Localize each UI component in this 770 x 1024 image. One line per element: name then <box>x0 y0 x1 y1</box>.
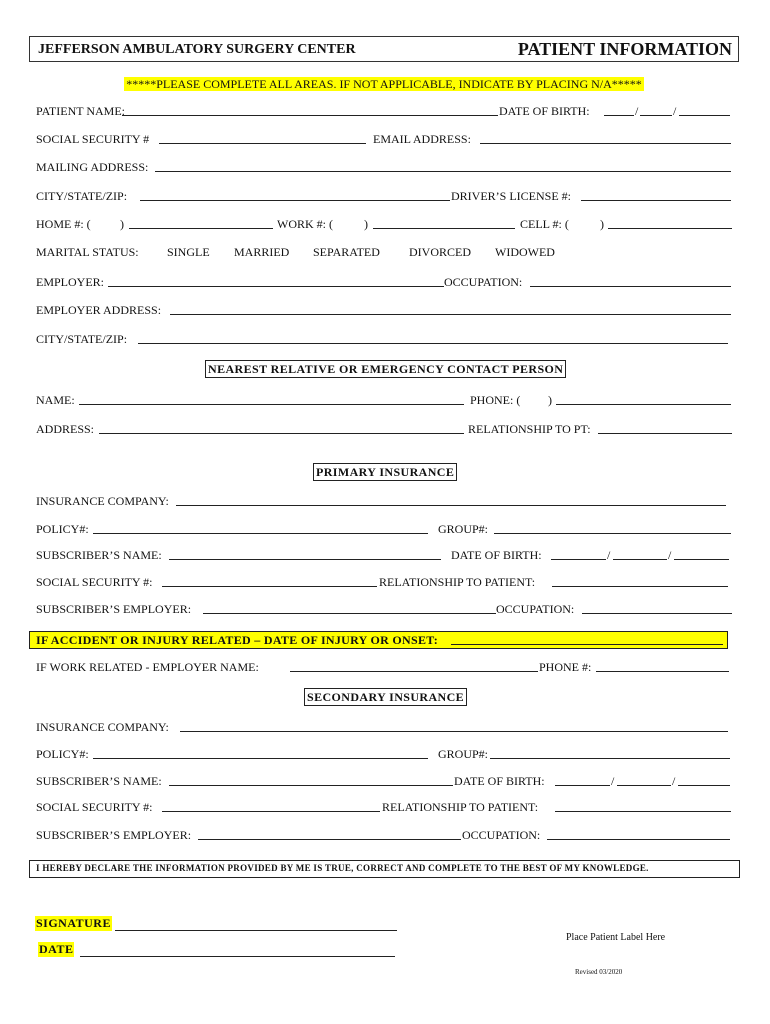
date-field[interactable] <box>80 956 395 957</box>
instruction-text: *****PLEASE COMPLETE ALL AREAS. IF NOT APPLICABLE, INDICATE BY PLACING N/A***** <box>126 77 642 91</box>
row-emergency-name <box>36 392 736 408</box>
primary-relationship-field[interactable] <box>552 586 728 587</box>
primary-dob-year-field[interactable] <box>674 559 729 560</box>
row-primary-ssn <box>36 574 736 590</box>
secondary-occupation-field[interactable] <box>547 839 730 840</box>
primary-group-label: GROUP#: <box>438 522 489 536</box>
secondary-insurance-heading: SECONDARY INSURANCE <box>304 688 467 706</box>
primary-subscriber-employer-label: SUBSCRIBER’S EMPLOYER: <box>36 602 192 616</box>
emergency-address-field[interactable] <box>99 433 464 434</box>
email-label: EMAIL ADDRESS: <box>373 132 471 146</box>
secondary-group-field[interactable] <box>490 758 730 759</box>
marital-option-single[interactable]: SINGLE <box>167 245 210 259</box>
patient-name-field[interactable] <box>122 115 498 116</box>
primary-ssn-field[interactable] <box>162 586 377 587</box>
emergency-contact-heading: NEAREST RELATIVE OR EMERGENCY CONTACT PERSON <box>205 360 566 378</box>
secondary-dob-label: DATE OF BIRTH: <box>454 774 545 788</box>
declaration-box <box>29 860 740 878</box>
cell-phone-field[interactable] <box>608 228 732 229</box>
date-label: DATE <box>39 942 74 956</box>
employer-city-state-zip-label: CITY/STATE/ZIP: <box>36 332 128 346</box>
employer-city-state-zip-field[interactable] <box>138 343 728 344</box>
secondary-policy-field[interactable] <box>93 758 428 759</box>
secondary-subscriber-name-label: SUBSCRIBER’S NAME: <box>36 774 162 788</box>
emergency-address-label: ADDRESS: <box>36 422 95 436</box>
ssn-label: SOCIAL SECURITY # <box>36 132 150 146</box>
mailing-address-field[interactable] <box>155 171 731 172</box>
secondary-relationship-field[interactable] <box>555 811 731 812</box>
row-marital-status <box>36 244 736 260</box>
secondary-insurance-company-label: INSURANCE COMPANY: <box>36 720 169 734</box>
secondary-ssn-label: SOCIAL SECURITY #: <box>36 800 153 814</box>
row-secondary-subscriber <box>36 773 736 789</box>
occupation-label: OCCUPATION: <box>444 275 523 289</box>
city-state-zip-field[interactable] <box>140 200 450 201</box>
secondary-insurance-company-field[interactable] <box>180 731 728 732</box>
primary-insurance-company-label: INSURANCE COMPANY: <box>36 494 169 508</box>
secondary-subscriber-employer-field[interactable] <box>198 839 461 840</box>
drivers-license-label: DRIVER’S LICENSE #: <box>451 189 571 203</box>
secondary-dob-slash: / <box>672 774 676 788</box>
marital-option-divorced[interactable]: DIVORCED <box>409 245 471 259</box>
emergency-name-label: NAME: <box>36 393 75 407</box>
secondary-dob-month-field[interactable] <box>555 785 610 786</box>
row-patient-name <box>36 103 736 119</box>
primary-occupation-label: OCCUPATION: <box>496 602 575 616</box>
work-related-phone-field[interactable] <box>596 671 729 672</box>
row-primary-policy <box>36 521 736 537</box>
cell-phone-label: CELL #: ( <box>520 217 569 231</box>
row-emergency-address <box>36 421 736 437</box>
work-phone-label: WORK #: ( <box>277 217 333 231</box>
patient-label-placeholder: Place Patient Label Here <box>566 932 666 943</box>
form-header <box>29 36 739 62</box>
secondary-dob-slash: / <box>611 774 615 788</box>
email-field[interactable] <box>480 143 731 144</box>
employer-address-field[interactable] <box>170 314 731 315</box>
dob-day-field[interactable] <box>640 115 672 116</box>
primary-occupation-field[interactable] <box>582 613 732 614</box>
emergency-phone-paren: ) <box>548 393 552 407</box>
emergency-relationship-field[interactable] <box>598 433 732 434</box>
primary-policy-label: POLICY#: <box>36 522 89 536</box>
work-related-employer-field[interactable] <box>290 671 538 672</box>
primary-dob-day-field[interactable] <box>613 559 667 560</box>
home-phone-label: HOME #: ( <box>36 217 91 231</box>
row-phones <box>36 216 736 232</box>
primary-dob-label: DATE OF BIRTH: <box>451 548 542 562</box>
row-employer <box>36 274 736 290</box>
secondary-ssn-field[interactable] <box>162 811 380 812</box>
secondary-group-label: GROUP#: <box>438 747 489 761</box>
instruction-banner <box>29 75 739 93</box>
work-phone-field[interactable] <box>373 228 515 229</box>
primary-insurance-company-field[interactable] <box>176 505 726 506</box>
secondary-occupation-label: OCCUPATION: <box>462 828 541 842</box>
signature-field[interactable] <box>115 930 397 931</box>
accident-injury-box <box>29 631 728 649</box>
row-city-license <box>36 188 736 204</box>
row-secondary-employer <box>36 827 736 843</box>
primary-dob-month-field[interactable] <box>551 559 606 560</box>
primary-group-field[interactable] <box>494 533 731 534</box>
dob-label: DATE OF BIRTH: <box>499 104 590 118</box>
primary-policy-field[interactable] <box>93 533 428 534</box>
row-mailing-address <box>36 159 736 175</box>
primary-dob-slash: / <box>607 548 611 562</box>
row-primary-company <box>36 493 736 509</box>
drivers-license-field[interactable] <box>581 200 731 201</box>
emergency-phone-label: PHONE: ( <box>470 393 521 407</box>
secondary-policy-label: POLICY#: <box>36 747 89 761</box>
dob-year-field[interactable] <box>679 115 730 116</box>
cell-paren: ) <box>600 217 604 231</box>
employer-label: EMPLOYER: <box>36 275 105 289</box>
marital-status-label: MARITAL STATUS: <box>36 245 139 259</box>
declaration-text: I HEREBY DECLARE THE INFORMATION PROVIDED BY ME IS TRUE, CORRECT AND COMPLETE TO THE BEST OF MY KNOWLEDGE. <box>36 863 649 873</box>
emergency-phone-field[interactable] <box>556 404 731 405</box>
accident-injury-label: IF ACCIDENT OR INJURY RELATED – DATE OF INJURY OR ONSET: <box>36 633 438 647</box>
marital-option-widowed[interactable]: WIDOWED <box>495 245 555 259</box>
dob-slash: / <box>673 104 677 118</box>
home-phone-field[interactable] <box>129 228 273 229</box>
center-name: JEFFERSON AMBULATORY SURGERY CENTER <box>38 42 356 57</box>
ssn-field[interactable] <box>159 143 366 144</box>
emergency-name-field[interactable] <box>79 404 464 405</box>
city-state-zip-label: CITY/STATE/ZIP: <box>36 189 128 203</box>
emergency-relationship-label: RELATIONSHIP TO PT: <box>468 422 591 436</box>
secondary-subscriber-name-field[interactable] <box>169 785 453 786</box>
row-primary-employer <box>36 601 736 617</box>
primary-ssn-label: SOCIAL SECURITY #: <box>36 575 153 589</box>
marital-option-married[interactable]: MARRIED <box>234 245 290 259</box>
occupation-field[interactable] <box>530 286 731 287</box>
primary-relationship-label: RELATIONSHIP TO PATIENT: <box>379 575 536 589</box>
work-paren: ) <box>364 217 368 231</box>
marital-option-separated[interactable]: SEPARATED <box>313 245 380 259</box>
primary-insurance-heading: PRIMARY INSURANCE <box>313 463 457 481</box>
secondary-subscriber-employer-label: SUBSCRIBER’S EMPLOYER: <box>36 828 192 842</box>
patient-name-label: PATIENT NAME: <box>36 104 126 118</box>
mailing-address-label: MAILING ADDRESS: <box>36 160 149 174</box>
row-primary-subscriber <box>36 547 736 563</box>
secondary-dob-day-field[interactable] <box>617 785 671 786</box>
secondary-dob-year-field[interactable] <box>678 785 730 786</box>
employer-address-label: EMPLOYER ADDRESS: <box>36 303 162 317</box>
employer-field[interactable] <box>108 286 444 287</box>
primary-subscriber-employer-field[interactable] <box>203 613 496 614</box>
accident-date-field[interactable] <box>451 644 723 645</box>
row-secondary-ssn <box>36 799 736 815</box>
row-work-related <box>36 659 736 675</box>
work-related-phone-label: PHONE #: <box>539 660 592 674</box>
work-related-employer-label: IF WORK RELATED - EMPLOYER NAME: <box>36 660 259 674</box>
row-secondary-company <box>36 719 736 735</box>
primary-subscriber-name-label: SUBSCRIBER’S NAME: <box>36 548 162 562</box>
row-ssn-email <box>36 131 736 147</box>
home-paren: ) <box>120 217 124 231</box>
dob-month-field[interactable] <box>604 115 634 116</box>
primary-subscriber-name-field[interactable] <box>169 559 441 560</box>
primary-dob-slash: / <box>668 548 672 562</box>
row-secondary-policy <box>36 746 736 762</box>
row-employer-address <box>36 302 736 318</box>
signature-label: SIGNATURE <box>36 916 111 930</box>
dob-slash: / <box>635 104 639 118</box>
secondary-relationship-label: RELATIONSHIP TO PATIENT: <box>382 800 539 814</box>
row-employer-city <box>36 331 736 347</box>
revision-date: Revised 03/2020 <box>575 968 623 976</box>
form-title: PATIENT INFORMATION <box>517 39 732 59</box>
